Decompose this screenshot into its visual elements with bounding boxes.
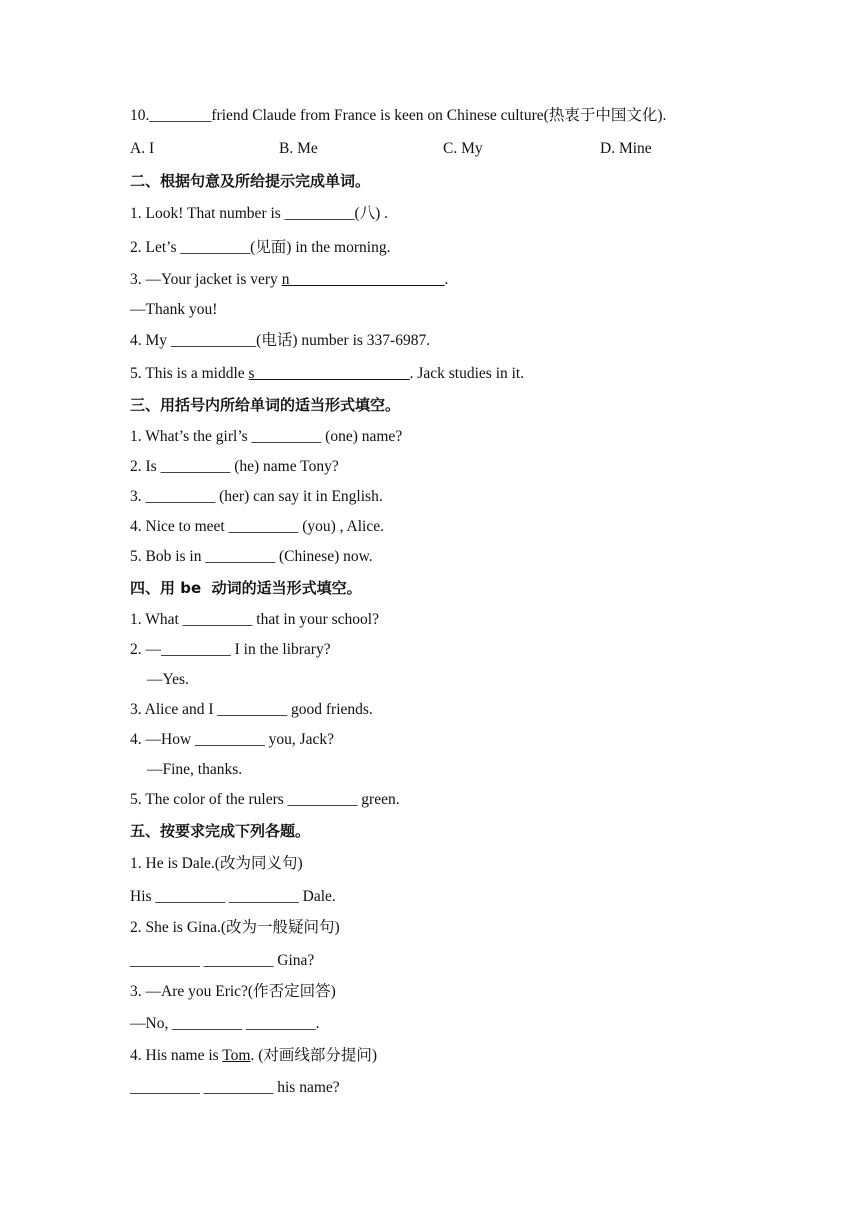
section-4-item-5: 5. The color of the rulers _________ green.	[130, 791, 400, 808]
section-3-item-2: 2. Is _________ (he) name Tony?	[130, 458, 339, 475]
section-5-item-1-answer: His _________ _________ Dale.	[130, 888, 336, 905]
item-5-blank: s____________________	[248, 365, 410, 382]
section-2-item-5	[130, 364, 524, 384]
section-2-item-1: 1. Look! That number is _________(八) .	[130, 205, 389, 222]
item-4-underlined-word: Tom	[222, 1047, 251, 1064]
section-3-item-3: 3. _________ (her) can say it in English.	[130, 488, 383, 505]
option-b: B. Me	[279, 140, 318, 157]
section-5-item-2-answer: _________ _________ Gina?	[130, 952, 315, 969]
section-4-item-2-reply: —Yes.	[147, 671, 189, 688]
section-4-item-1: 1. What _________ that in your school?	[130, 611, 379, 628]
section-5-item-4-answer: _________ _________ his name?	[130, 1079, 340, 1096]
section-3-heading: 三、用括号内所给单词的适当形式填空。	[130, 396, 401, 414]
section-5-heading: 五、按要求完成下列各题。	[130, 822, 311, 840]
item-5-suffix: . Jack studies in it.	[409, 365, 525, 382]
section-4-heading: 四、用 be 动词的适当形式填空。	[130, 579, 362, 597]
item-4-prefix: 4. His name is	[130, 1047, 223, 1064]
option-c: C. My	[443, 140, 483, 157]
option-a: A. I	[130, 140, 155, 157]
section-3-item-5: 5. Bob is in _________ (Chinese) now.	[130, 548, 373, 565]
item-5-prefix: 5. This is a middle	[130, 365, 249, 382]
item-3-blank: n____________________	[281, 271, 445, 288]
item-3-suffix: .	[444, 271, 449, 288]
section-5-item-2: 2. She is Gina.(改为一般疑问句)	[130, 919, 340, 936]
section-5-item-4	[130, 1046, 377, 1066]
section-3-item-1: 1. What’s the girl’s _________ (one) name?	[130, 428, 403, 445]
section-4-item-3: 3. Alice and I _________ good friends.	[130, 701, 373, 718]
section-2-item-3	[130, 270, 448, 290]
section-5-item-1: 1. He is Dale.(改为同义句)	[130, 855, 303, 872]
section-5-item-3: 3. —Are you Eric?(作否定回答)	[130, 983, 336, 1000]
section-2-heading: 二、根据句意及所给提示完成单词。	[130, 172, 371, 190]
question-10: 10.________friend Claude from France is keen on Chinese culture(热衷于中国文化).	[130, 107, 667, 124]
section-2-item-2: 2. Let’s _________(见面) in the morning.	[130, 239, 391, 256]
option-d: D. Mine	[600, 140, 652, 157]
section-4-item-4-reply: —Fine, thanks.	[147, 761, 243, 778]
section-2-item-3-reply: —Thank you!	[130, 301, 218, 318]
item-4-suffix: . (对画线部分提问)	[250, 1047, 378, 1064]
section-3-item-4: 4. Nice to meet _________ (you) , Alice.	[130, 518, 384, 535]
section-4-item-4: 4. —How _________ you, Jack?	[130, 731, 335, 748]
section-2-item-4: 4. My ___________(电话) number is 337-6987.	[130, 332, 431, 349]
section-4-item-2: 2. —_________ I in the library?	[130, 641, 331, 658]
section-5-item-3-answer: —No, _________ _________.	[130, 1015, 320, 1032]
item-3-prefix: 3. —Your jacket is very	[130, 271, 282, 288]
